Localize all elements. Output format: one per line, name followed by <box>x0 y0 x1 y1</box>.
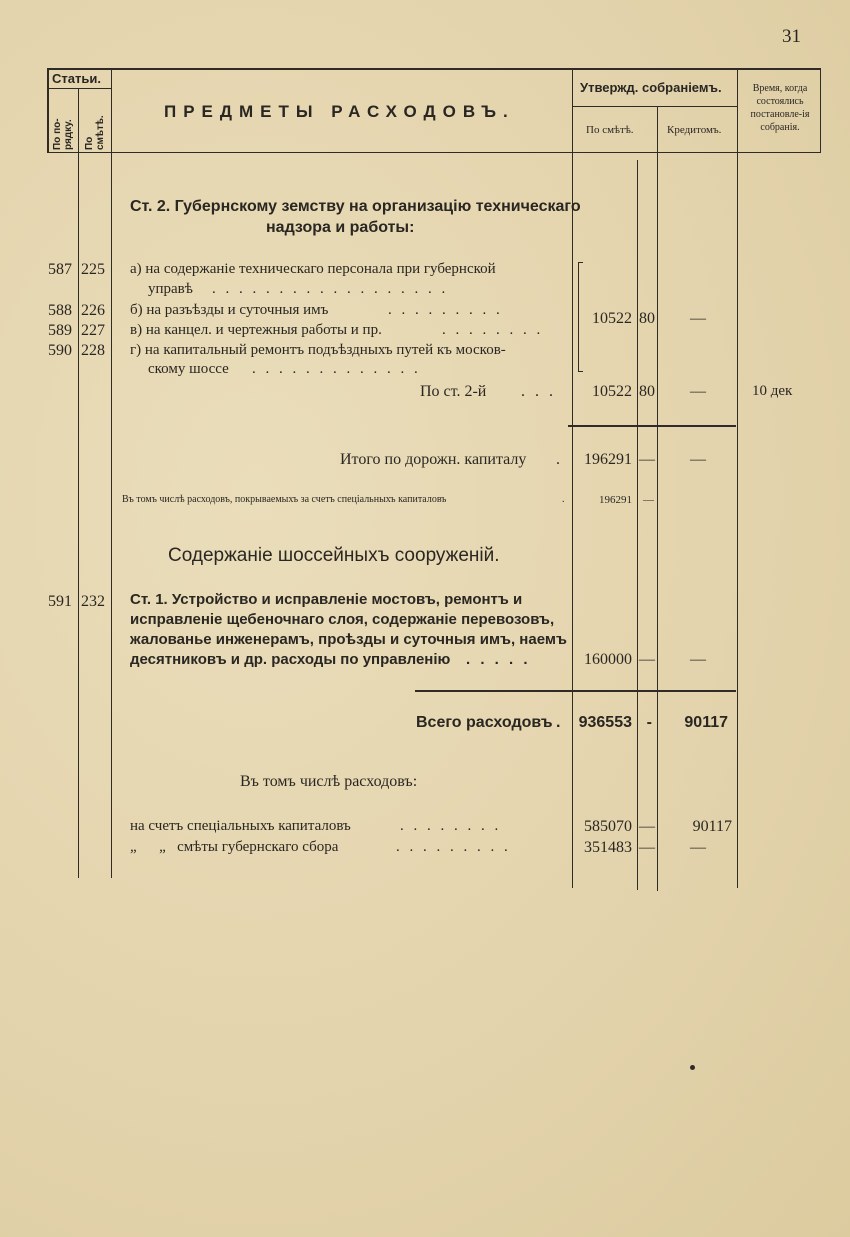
header-kreditom: Кредитомъ. <box>667 124 722 136</box>
st1-line4: десятниковъ и др. расходы по управленію <box>130 651 451 668</box>
header-utverzhd: Утвержд. собраніемъ. <box>580 80 722 95</box>
spec-note-text: Въ томъ числѣ расходовъ, покрываемыхъ за счетъ спеціальныхъ капиталовъ <box>122 494 447 505</box>
table-top-border <box>47 68 820 70</box>
st2-total-kredit: — <box>690 383 706 400</box>
itogo-label: Итого по дорожн. капиталу <box>340 451 527 468</box>
st2-total-time: 10 дек <box>752 383 793 399</box>
vsego-sum: 936553 <box>578 714 632 731</box>
leader-dots: . . . . . . . . <box>442 322 544 338</box>
st2-item-b-num-a: 588 <box>48 302 72 319</box>
leader-dots: . . . <box>521 383 556 400</box>
st2-item-a-text2: управѣ <box>148 281 193 297</box>
st1-sum: 160000 <box>584 651 632 668</box>
st2-item-d-num-a: 590 <box>48 342 72 359</box>
st2-item-d-text1: г) на капитальный ремонтъ подъѣздныхъ путей къ москов- <box>130 342 506 358</box>
breakdown-row-2-kop: — <box>639 839 655 856</box>
header-statyi-divider <box>47 88 111 89</box>
st2-item-b-num-b: 226 <box>81 302 105 319</box>
col-divider-4 <box>657 106 658 891</box>
st2-item-a-num-a: 587 <box>48 261 72 278</box>
st1-line1: Ст. 1. Устройство и исправленіе мостовъ, ремонтъ и <box>130 591 523 608</box>
st2-item-a-num-b: 225 <box>81 261 105 278</box>
spec-note-sum: 196291 <box>599 494 632 506</box>
header-title: ПРЕДМЕТЫ РАСХОДОВЪ. <box>164 102 515 121</box>
leader-dots: . . . . . . . . . . . . . . . . . . <box>212 281 449 297</box>
col-divider-1 <box>78 88 79 878</box>
leader-dots: . . . . . . . . . <box>388 302 503 318</box>
spec-note-kop: — <box>643 494 654 506</box>
breakdown-row-2-sum: 351483 <box>584 839 632 856</box>
header-bottom-border <box>47 152 820 153</box>
header-statyi: Статьи. <box>52 71 101 86</box>
st1-line3: жалованье инженерамъ, проѣзды и суточныя имъ, наемъ <box>130 631 567 648</box>
ink-speck <box>690 1065 695 1070</box>
leader-dots: . <box>562 494 565 505</box>
st2-heading-line1: Ст. 2. Губернскому земству на организацію техническаго <box>130 198 581 215</box>
st2-heading-line2: надзора и работы: <box>266 219 415 236</box>
breakdown-row-1-kop: — <box>639 818 655 835</box>
right-border-header <box>820 68 821 153</box>
col-divider-3 <box>572 68 573 888</box>
st2-group-kredit: — <box>690 310 706 327</box>
left-border-header <box>47 68 49 153</box>
vsego-rule <box>415 690 736 692</box>
header-po-smete-col: По смѣтѣ. <box>84 115 106 150</box>
leader-dots: . <box>556 451 560 468</box>
header-po-poryadku: По по- рядку. <box>52 118 74 150</box>
col-divider-5 <box>737 68 738 888</box>
leader-dots: . . . . . . . . <box>400 818 502 834</box>
breakdown-row-1-kredit: 90117 <box>692 818 732 835</box>
itogo-kop: — <box>639 451 655 468</box>
st1-num-a: 591 <box>48 593 72 610</box>
leader-dots: . <box>556 714 561 731</box>
st2-group-sum: 10522 <box>592 310 632 327</box>
vsego-label: Всего расходовъ <box>416 714 553 731</box>
st2-total-label: По ст. 2-й <box>420 383 487 400</box>
col-divider-2 <box>111 68 112 878</box>
header-po-smete: По смѣтѣ. <box>586 124 634 136</box>
header-utverzhd-divider <box>572 106 737 107</box>
itogo-kredit: — <box>690 451 706 468</box>
header-vremya: Время, когда состоялись постановле-ія собранія. <box>750 83 810 133</box>
breakdown-row-2-kredit: — <box>690 839 706 856</box>
breakdown-row-2-label: „ „ смѣты губернскаго сбора <box>130 839 339 855</box>
st2-item-c-num-a: 589 <box>48 322 72 339</box>
st2-group-kop: 80 <box>639 310 655 327</box>
itogo-sum: 196291 <box>584 451 632 468</box>
st2-total-kop: 80 <box>639 383 655 400</box>
itogo-rule <box>568 425 736 427</box>
vsego-kop: - <box>646 714 652 731</box>
leader-dots: . . . . . <box>466 651 531 668</box>
st2-item-a-text1: а) на содержаніе техническаго персонала при губернской <box>130 261 496 277</box>
st2-item-c-num-b: 227 <box>81 322 105 339</box>
leader-dots: . . . . . . . . . <box>396 839 511 855</box>
st2-item-c-text: в) на канцел. и чертежныя работы и пр. <box>130 322 382 338</box>
page-number: 31 <box>782 26 801 47</box>
breakdown-heading: Въ томъ числѣ расходовъ: <box>240 773 418 790</box>
st2-item-d-text2: скому шоссе <box>148 361 229 377</box>
st2-item-d-num-b: 228 <box>81 342 105 359</box>
col-divider-kop <box>637 160 638 890</box>
st2-item-b-text: б) на разъѣзды и суточныя имъ <box>130 302 329 318</box>
st1-kop: — <box>639 651 655 668</box>
st1-kredit: — <box>690 651 706 668</box>
st1-line2: исправленіе щебеночнаго слоя, содержаніе перевозовъ, <box>130 611 555 628</box>
st2-total-sum: 10522 <box>592 383 632 400</box>
breakdown-row-1-label: на счетъ спеціальныхъ капиталовъ <box>130 818 351 834</box>
breakdown-row-1-sum: 585070 <box>584 818 632 835</box>
section-heading: Содержаніе шоссейныхъ сооруженій. <box>168 545 500 566</box>
st1-num-b: 232 <box>81 593 105 610</box>
leader-dots: . . . . . . . . . . . . . <box>252 361 421 377</box>
vsego-kredit: 90117 <box>684 714 728 731</box>
